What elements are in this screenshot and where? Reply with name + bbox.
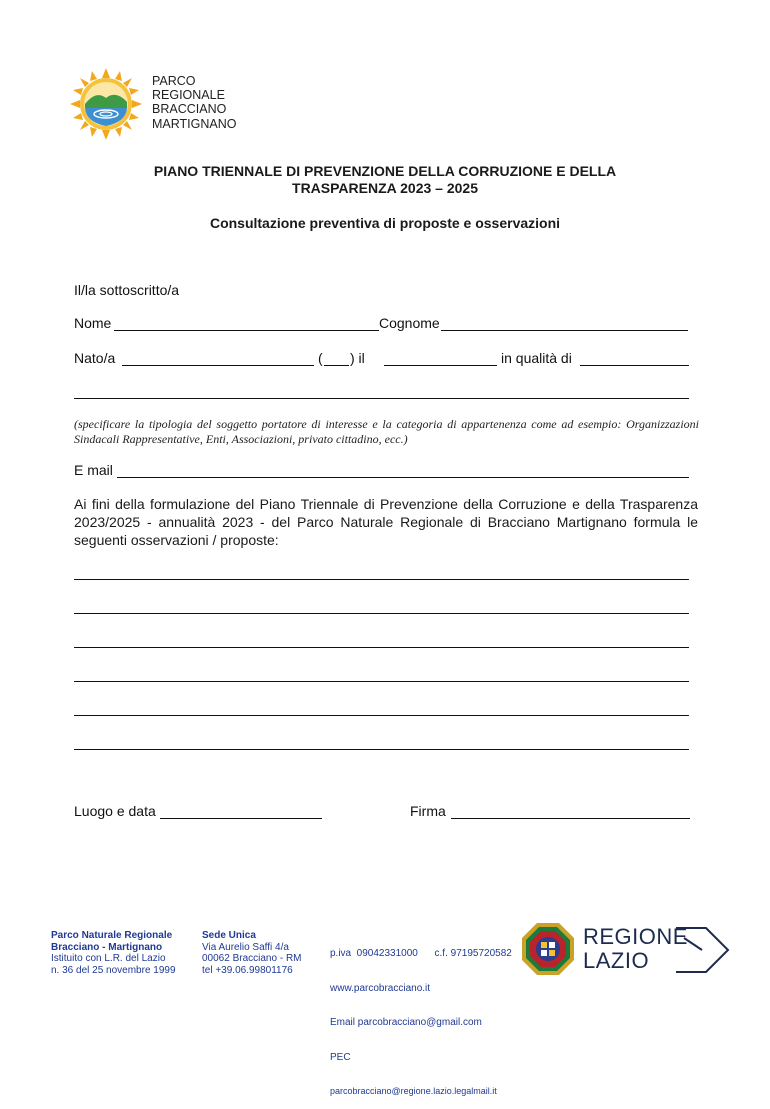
nome-label: Nome (74, 315, 112, 331)
qualita-field[interactable] (580, 365, 689, 366)
observation-line[interactable] (74, 681, 689, 682)
regione-arrow-icon (676, 922, 730, 976)
observation-line[interactable] (74, 647, 689, 648)
provincia-field[interactable] (324, 365, 349, 366)
email-field[interactable] (117, 477, 689, 478)
regione-word: REGIONE (583, 924, 688, 949)
footer-park-law-1: Istituito con L.R. del Lazio (51, 953, 166, 964)
footer-park-name-2: Bracciano - Martignano (51, 941, 163, 953)
document-subtitle: Consultazione preventiva di proposte e osservazioni (209, 215, 561, 231)
regione-lazio-logo (583, 925, 688, 973)
footer-office-address: Via Aurelio Saffi 4/a (202, 941, 289, 953)
park-logo (70, 68, 142, 140)
title-line-2: TRASPARENZA 2023 – 2025 (292, 180, 478, 196)
qualita-extra-field[interactable] (74, 398, 689, 399)
luogo-data-field[interactable] (160, 818, 322, 819)
cognome-field[interactable] (441, 330, 688, 331)
firma-label: Firma (410, 803, 446, 819)
email-label: E mail (74, 462, 113, 478)
intro-paragraph: Ai fini della formulazione del Piano Triennale di Prevenzione della Corruzione e della Trasparenza 2023/2025 - annualità 2023 - del Parco Naturale Regionale di Bracciano Martignano formula le seguenti osservazioni / proposte: (74, 496, 698, 548)
footer-tax-ids: p.iva 09042331000 c.f. 97195720582 (330, 948, 512, 959)
logo-line: MARTIGNANO (152, 116, 237, 131)
footer-pec-label: PEC (330, 1051, 351, 1063)
observation-line[interactable] (74, 613, 689, 614)
footer-park-law-2: n. 36 del 25 novembre 1999 (51, 964, 176, 976)
specification-note: (specificare la tipologia del soggetto portatore di interesse e la categoria di appartenenza come ad esempio: Organizzazioni Sindacali Rappresentative, Enti, Associazioni, privato cittadino, ecc.) (74, 417, 699, 446)
data-nascita-field[interactable] (384, 365, 497, 366)
logo-line: BRACCIANO (152, 102, 227, 117)
footer-pec-link[interactable]: parcobracciano@regione.lazio.legalmail.it (330, 1086, 497, 1096)
logo-line: REGIONALE (152, 88, 225, 103)
footer-email-link[interactable]: Email parcobracciano@gmail.com (330, 1017, 482, 1028)
regione-lazio-mark (676, 922, 730, 981)
provincia-close: ) il (350, 350, 365, 366)
footer-park-name-1: Parco Naturale Regionale (51, 930, 173, 941)
firma-field[interactable] (451, 818, 690, 819)
footer-website-link[interactable]: www.parcobracciano.it (330, 982, 431, 994)
nato-label: Nato/a (74, 350, 116, 366)
luogo-data-label: Luogo e data (74, 803, 156, 819)
qualita-label: in qualità di (501, 350, 572, 366)
document-title (60, 163, 710, 197)
footer-office-city: 00062 Bracciano - RM (202, 953, 302, 964)
footer-contact-info (330, 925, 512, 1109)
sottoscritto-label: Il/la sottoscritto/a (74, 282, 180, 298)
title-line-1: PIANO TRIENNALE DI PREVENZIONE DELLA CORRUZIONE E DELLA (153, 163, 617, 179)
footer-office-phone: tel +39.06.99801176 (202, 964, 293, 976)
park-logo-text (152, 74, 237, 131)
logo-line: PARCO (152, 74, 196, 88)
observation-line[interactable] (74, 749, 689, 750)
footer-park-info (51, 930, 176, 976)
provincia-open: ( (318, 350, 323, 366)
footer-office-info (202, 930, 302, 976)
observation-line[interactable] (74, 579, 689, 580)
luogo-nascita-field[interactable] (122, 365, 314, 366)
cognome-label: Cognome (379, 315, 440, 331)
lazio-word: LAZIO (583, 948, 650, 973)
observation-line[interactable] (74, 715, 689, 716)
regione-lazio-emblem (521, 922, 575, 976)
regione-emblem-icon (521, 922, 575, 976)
nome-field[interactable] (114, 330, 379, 331)
park-logo-icon (70, 68, 142, 140)
footer-office-title: Sede Unica (202, 930, 256, 941)
